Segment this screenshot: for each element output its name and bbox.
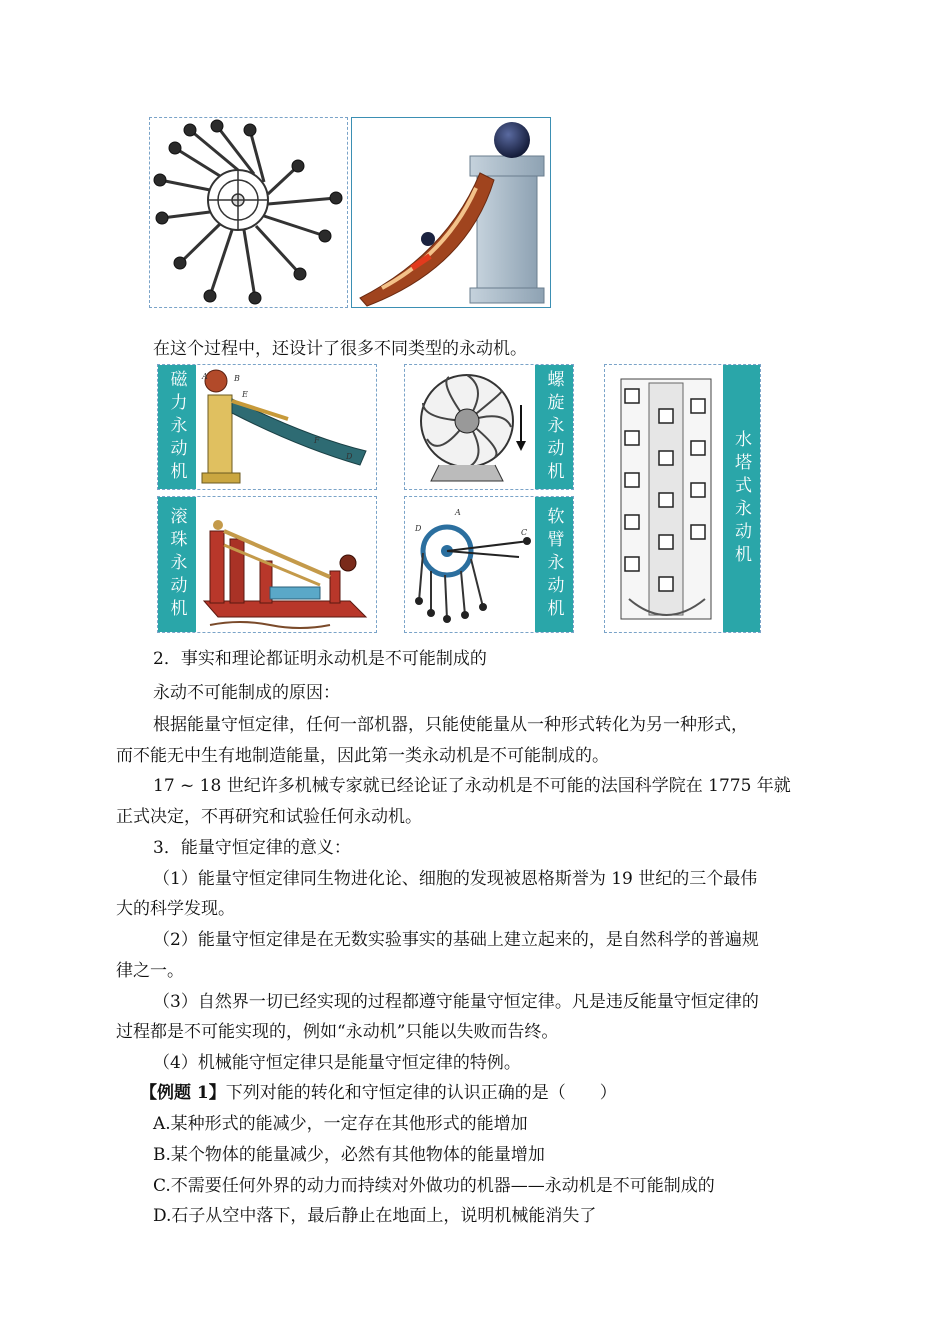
svg-text:B: B [234, 374, 240, 383]
water-tower-label: 水塔式永动机 [731, 429, 751, 568]
spiral-machine-figure [404, 364, 574, 490]
option-d: D.石子从空中落下，最后静止在地面上，说明机械能消失了 [153, 1206, 597, 1226]
rolling-ball-machine-figure [157, 496, 377, 633]
svg-text:C: C [521, 528, 528, 537]
rolling-ball-illustration [200, 501, 374, 629]
magnetic-machine-illustration [198, 367, 374, 487]
example-question-line [140, 1082, 617, 1104]
soft-arm-label: 软臂永动机 [543, 507, 564, 622]
water-tower-label-bar [723, 365, 760, 632]
soft-arm-label-bar [535, 497, 573, 632]
svg-text:A: A [202, 372, 208, 381]
section-2-reason: 永动不可能制成的原因： [153, 683, 340, 703]
example-question: 下列对能的转化和守恒定律的认识正确的是（ ） [225, 1083, 617, 1103]
rolling-ball-label: 滚珠永动机 [166, 507, 187, 622]
magnetic-label-bar [158, 365, 196, 489]
spiral-machine-illustration [409, 369, 533, 487]
svg-text:A: A [455, 508, 461, 517]
svg-text:E: E [242, 390, 248, 399]
section-3-item-4: （4）机械能守恒定律只是能量守恒定律的特例。 [153, 1053, 521, 1073]
water-tower-illustration [609, 369, 723, 629]
option-a: A.某种形式的能减少，一定存在其他形式的能增加 [153, 1114, 528, 1134]
section-3-item-2-line-2: 律之一。 [116, 961, 184, 981]
section-3-heading: 3．能量守恒定律的意义： [153, 838, 351, 858]
svg-text:D: D [415, 524, 422, 533]
section-3-item-3-line-2: 过程都是不可能实现的，例如“永动机”只能以失败而告终。 [116, 1022, 559, 1042]
example-label: 【例题 1】 [140, 1083, 226, 1103]
spiral-label: 螺旋永动机 [543, 369, 564, 485]
section-2-paragraph-2-line-1: 17 ~ 18 世纪许多机械专家就已经论证了永动机是不可能的法国科学院在 1775 年就 [153, 776, 791, 796]
spiral-label-bar [535, 365, 573, 489]
section-2-paragraph-1-line-2: 而不能无中生有地制造能量，因此第一类永动机是不可能制成的。 [116, 746, 609, 766]
svg-text:D: D [346, 452, 353, 461]
section-3-item-1-line-2: 大的科学发现。 [116, 899, 235, 919]
magnetic-label: 磁力永动机 [166, 369, 187, 485]
option-b: B.某个物体的能量减少，必然有其他物体的能量增加 [153, 1145, 545, 1165]
water-tower-machine-figure [604, 364, 761, 633]
section-3-item-1-line-1: （1）能量守恒定律同生物进化论、细胞的发现被恩格斯誉为 19 世纪的三个最伟 [153, 869, 758, 889]
ball-ramp-illustration [352, 118, 550, 307]
section-2-heading: 2．事实和理论都证明永动机是不可能制成的 [153, 649, 487, 669]
caption-intro: 在这个过程中，还设计了很多不同类型的永动机。 [153, 339, 527, 359]
section-3-item-3-line-1: （3）自然界一切已经实现的过程都遵守能量守恒定律。凡是违反能量守恒定律的 [153, 992, 759, 1012]
svg-text:F: F [314, 436, 320, 445]
wheel-figure [149, 117, 348, 308]
magnetic-machine-figure [157, 364, 377, 490]
soft-arm-illustration [409, 501, 533, 629]
soft-arm-machine-figure [404, 496, 574, 633]
rolling-ball-label-bar [158, 497, 196, 632]
ramp-figure [351, 117, 551, 308]
option-c: C.不需要任何外界的动力而持续对外做功的机器——永动机是不可能制成的 [153, 1176, 715, 1196]
section-2-paragraph-1-line-1: 根据能量守恒定律，任何一部机器，只能使能量从一种形式转化为另一种形式， [153, 715, 748, 735]
section-3-item-2-line-1: （2）能量守恒定律是在无数实验事实的基础上建立起来的，是自然科学的普遍规 [153, 930, 759, 950]
section-2-paragraph-2-line-2: 正式决定，不再研究和试验任何永动机。 [116, 807, 422, 827]
weighted-arm-wheel-illustration [150, 118, 347, 307]
